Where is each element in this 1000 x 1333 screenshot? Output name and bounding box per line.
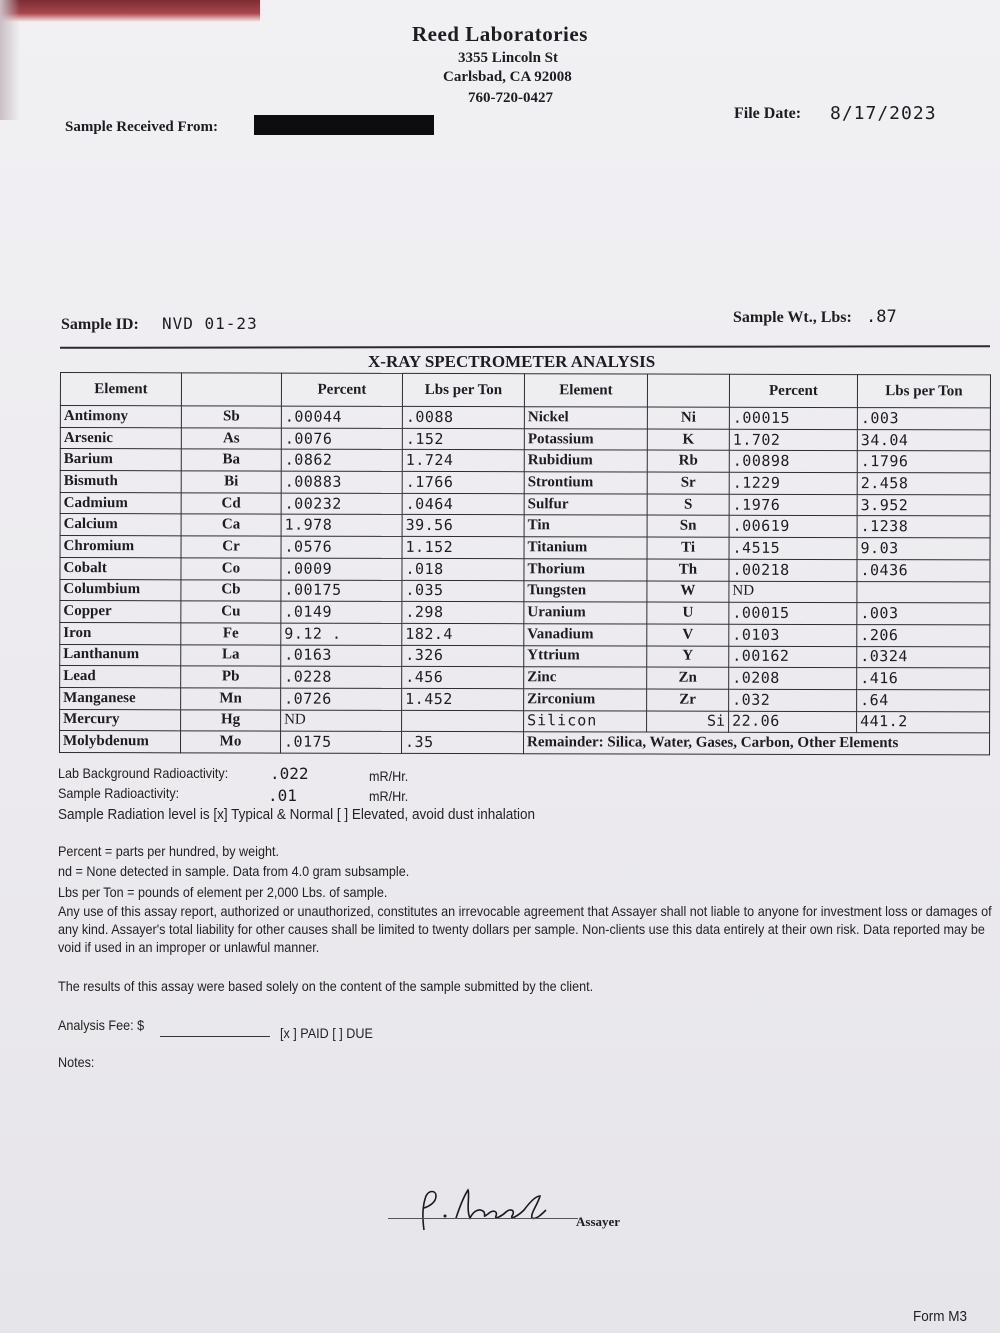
table-row — [60, 406, 990, 430]
percent-value: .00044 — [281, 406, 402, 428]
element-symbol: Hg — [181, 709, 281, 731]
percent-value: .0175 — [281, 731, 402, 753]
lbs-per-ton-value-right: .64 — [857, 690, 990, 712]
lbs-per-ton-value-right: .003 — [857, 408, 990, 430]
liability-disclaimer: Any use of this assay report, authorized or unauthorized, constitutes an irrevocable agreement that Assayer shall not liable to anyone for investment loss or damages of any kind. Assayer's total liability for other causes shall be limited to twenty dollars per sample. Non-clients use this data entirely at their own risk. Data reported may be void if used in an improper or unlawful manner. — [58, 903, 992, 955]
element-symbol: Ba — [181, 449, 281, 471]
percent-value-right: .00218 — [729, 559, 857, 581]
element-symbol: Co — [181, 558, 281, 580]
element-name: Lead — [60, 666, 181, 688]
table-row — [60, 557, 990, 581]
lbs-per-ton-definition: Lbs per Ton = pounds of element per 2,000 Lbs. of sample. — [58, 884, 388, 900]
element-name-right: Silicon — [524, 710, 647, 732]
table-header-row — [60, 373, 990, 408]
table-row — [60, 536, 990, 560]
element-symbol: Cr — [181, 536, 281, 558]
percent-value: .0726 — [281, 688, 402, 710]
sample-received-from-label: Sample Received From: — [65, 119, 219, 135]
element-name: Arsenic — [60, 427, 181, 449]
sample-id-label: Sample ID: — [61, 316, 139, 333]
page-edge-shadow-left — [0, 0, 20, 120]
element-symbol-right: Sn — [647, 515, 729, 537]
lbs-per-ton-value — [402, 710, 524, 732]
lbs-per-ton-value-right: .206 — [857, 624, 990, 646]
percent-value: .0228 — [281, 666, 402, 688]
percent-value: .00232 — [281, 493, 402, 515]
element-name: Cadmium — [60, 492, 181, 514]
element-name-right: Tungsten — [524, 580, 647, 602]
typical-label: Typical & Normal — [231, 806, 334, 823]
element-symbol: Sb — [181, 406, 281, 428]
element-name-right: Sulfur — [524, 493, 647, 515]
lbs-per-ton-value-right: .1238 — [857, 516, 990, 538]
background-radioactivity-unit: mR/Hr. — [369, 768, 409, 784]
lbs-per-ton-value: .152 — [402, 428, 524, 450]
element-name-right: Zirconium — [524, 689, 647, 711]
element-name-right: Tin — [524, 515, 647, 537]
header-element: Element — [60, 373, 181, 406]
element-symbol-right: Si — [647, 711, 729, 733]
header-symbol — [181, 373, 281, 406]
background-radioactivity-label: Lab Background Radioactivity: — [58, 765, 229, 781]
lbs-per-ton-value: 1.152 — [402, 537, 524, 559]
element-symbol: Ca — [181, 514, 281, 536]
percent-value: .0076 — [281, 428, 402, 450]
element-symbol: La — [181, 644, 281, 666]
element-symbol-right: Zr — [647, 689, 729, 711]
nd-definition: nd = None detected in sample. Data from 4.0 gram subsample. — [58, 863, 410, 879]
table-row — [60, 622, 990, 646]
sample-radioactivity-value: .01 — [268, 786, 297, 805]
percent-value: .0862 — [281, 449, 402, 471]
element-symbol-right: Y — [647, 646, 729, 668]
element-symbol-right: Zn — [647, 667, 729, 689]
lbs-per-ton-value: 182.4 — [402, 623, 524, 645]
element-name: Barium — [60, 449, 181, 471]
table-row — [60, 687, 990, 711]
element-symbol: Bi — [181, 471, 281, 493]
percent-value-right: .032 — [729, 689, 857, 711]
percent-value-right: .1976 — [729, 494, 857, 516]
element-name: Antimony — [60, 406, 181, 428]
results-statement: The results of this assay were based solely on the content of the sample submitted by the client. — [58, 978, 594, 994]
lbs-per-ton-value: .326 — [402, 645, 524, 667]
lbs-per-ton-value-right: 34.04 — [857, 429, 990, 451]
percent-value-right: .00162 — [729, 646, 857, 668]
percent-value-right: ND — [729, 581, 857, 603]
lbs-per-ton-value-right: .0324 — [857, 646, 990, 668]
lbs-per-ton-value: .456 — [402, 667, 524, 689]
lbs-per-ton-value-right: 2.458 — [857, 473, 990, 495]
header-lbs-per-ton: Lbs per Ton — [402, 373, 524, 406]
table-row — [60, 579, 990, 603]
lbs-per-ton-value-right — [857, 581, 990, 603]
redacted-client-name — [254, 115, 434, 135]
radiation-level-line — [58, 806, 588, 823]
lbs-per-ton-value: .1766 — [402, 471, 524, 493]
element-symbol: Mo — [181, 731, 281, 753]
element-symbol-right: K — [647, 429, 729, 451]
element-name-right: Nickel — [524, 407, 647, 429]
element-symbol: As — [181, 428, 281, 450]
lab-address-street: 3355 Lincoln St — [458, 50, 559, 66]
element-name: Manganese — [60, 687, 181, 709]
lbs-per-ton-value-right: .003 — [857, 603, 990, 625]
percent-value-right: .00619 — [729, 516, 857, 538]
element-name-right: Yttrium — [524, 645, 647, 667]
table-row — [60, 644, 990, 668]
sample-id-value: NVD 01-23 — [162, 314, 258, 333]
element-symbol-right: Ti — [647, 537, 729, 559]
lbs-per-ton-value-right: .1796 — [857, 451, 990, 473]
percent-value: .0163 — [281, 645, 402, 667]
element-name: Bismuth — [60, 471, 181, 493]
assayer-signature — [412, 1182, 582, 1234]
table-row — [60, 492, 990, 516]
lbs-per-ton-value: .0088 — [402, 406, 524, 428]
lbs-per-ton-value: .0464 — [402, 493, 524, 515]
table-row — [60, 601, 990, 625]
percent-value: 1.978 — [281, 515, 402, 537]
header-symbol-right — [647, 374, 729, 407]
percent-definition: Percent = parts per hundred, by weight. — [58, 843, 279, 859]
typical-checkbox: [x] — [213, 806, 228, 823]
table-row — [60, 514, 990, 538]
table-row — [60, 427, 990, 451]
lbs-per-ton-value: 1.724 — [402, 450, 524, 472]
payment-status: [x ] PAID [ ] DUE — [280, 1025, 373, 1041]
lbs-per-ton-value: .035 — [402, 580, 524, 602]
percent-value-right: .00015 — [729, 602, 857, 624]
lab-name: Reed Laboratories — [412, 22, 588, 46]
lbs-per-ton-value-right: .0436 — [857, 559, 990, 581]
analysis-fee-label: Analysis Fee: $ — [58, 1017, 145, 1033]
lbs-per-ton-value-right: .416 — [857, 668, 990, 690]
assayer-label: Assayer — [576, 1214, 621, 1229]
header-element-right: Element — [524, 374, 647, 407]
elevated-checkbox: [ ] — [336, 806, 349, 823]
element-symbol: Cu — [181, 601, 281, 623]
element-name: Calcium — [60, 514, 181, 536]
table-row — [60, 449, 990, 473]
form-id: Form M3 — [913, 1308, 967, 1325]
element-symbol-right: S — [647, 494, 729, 516]
percent-value-right: .0208 — [729, 668, 857, 690]
percent-value: .00175 — [281, 580, 402, 602]
table-title: X-RAY SPECTROMETER ANALYSIS — [368, 352, 656, 371]
percent-value: .0576 — [281, 536, 402, 558]
background-radioactivity-value: .022 — [270, 764, 309, 783]
table-row — [60, 471, 990, 495]
table-row — [60, 731, 990, 755]
elevated-label: Elevated, avoid dust inhalation — [351, 806, 536, 823]
table-row — [60, 709, 990, 733]
percent-value-right: .4515 — [729, 537, 857, 559]
percent-value-right: .0103 — [729, 624, 857, 646]
element-symbol-right: Sr — [647, 472, 729, 494]
lbs-per-ton-value: .35 — [402, 732, 524, 754]
element-name: Mercury — [60, 709, 181, 731]
sample-radioactivity-unit: mR/Hr. — [369, 788, 409, 804]
element-name-right: Strontium — [524, 472, 647, 494]
percent-value: ND — [281, 710, 402, 732]
element-symbol-right: W — [647, 581, 729, 603]
sample-weight-value: .87 — [866, 307, 897, 327]
table-body — [60, 406, 991, 755]
sample-weight-label: Sample Wt., Lbs: — [733, 309, 852, 326]
lbs-per-ton-value-right: 441.2 — [857, 711, 990, 733]
analysis-table — [59, 372, 991, 755]
element-name-right: Titanium — [524, 537, 647, 559]
element-symbol: Cd — [181, 493, 281, 515]
element-symbol-right: Th — [647, 559, 729, 581]
table-row — [60, 666, 990, 690]
element-name: Columbium — [60, 579, 181, 601]
element-name-right: Uranium — [524, 602, 647, 624]
radiation-level-prefix: Sample Radiation level is — [58, 806, 210, 823]
lbs-per-ton-value: 1.452 — [402, 688, 524, 710]
notes-label: Notes: — [58, 1054, 95, 1070]
header-divider — [60, 345, 990, 349]
remainder-note: Remainder: Silica, Water, Gases, Carbon, Other Elements — [524, 732, 990, 755]
element-name-right: Potassium — [524, 428, 647, 450]
element-name-right: Vanadium — [524, 624, 647, 646]
element-name: Molybdenum — [60, 731, 181, 753]
element-symbol: Cb — [181, 579, 281, 601]
percent-value: .0149 — [281, 601, 402, 623]
element-name-right: Zinc — [524, 667, 647, 689]
percent-value: .0009 — [281, 558, 402, 580]
element-name-right: Rubidium — [524, 450, 647, 472]
lab-address-city: Carlsbad, CA 92008 — [443, 69, 572, 85]
element-symbol-right: Ni — [647, 407, 729, 429]
percent-value-right: 1.702 — [729, 429, 857, 451]
analysis-fee-blank — [160, 1036, 270, 1037]
lbs-per-ton-value: .298 — [402, 602, 524, 624]
percent-value: 9.12 . — [281, 623, 402, 645]
lbs-per-ton-value: 39.56 — [402, 515, 524, 537]
element-name: Copper — [60, 601, 181, 623]
file-date-label: File Date: — [734, 105, 802, 122]
header-percent-right: Percent — [729, 374, 857, 407]
element-symbol-right: V — [647, 624, 729, 646]
sample-radioactivity-label: Sample Radioactivity: — [58, 785, 180, 801]
lbs-per-ton-value: .018 — [402, 558, 524, 580]
element-symbol-right: Rb — [647, 450, 729, 472]
element-symbol: Fe — [181, 623, 281, 645]
element-symbol: Pb — [181, 666, 281, 688]
element-symbol-right: U — [647, 602, 729, 624]
element-name: Chromium — [60, 536, 181, 558]
percent-value-right: .1229 — [729, 472, 857, 494]
header-lbs-per-ton-right: Lbs per Ton — [857, 375, 990, 408]
lbs-per-ton-value-right: 3.952 — [857, 494, 990, 516]
element-symbol: Mn — [181, 688, 281, 710]
percent-value-right: .00015 — [729, 407, 857, 429]
header-percent: Percent — [281, 373, 402, 406]
lab-phone: 760-720-0427 — [468, 90, 553, 106]
element-name: Lanthanum — [60, 644, 181, 666]
percent-value-right: .00898 — [729, 451, 857, 473]
element-name: Cobalt — [60, 557, 181, 579]
signature-line — [388, 1218, 578, 1219]
page-edge-shadow — [0, 0, 260, 22]
element-name: Iron — [60, 622, 181, 644]
lbs-per-ton-value-right: 9.03 — [857, 538, 990, 560]
element-name-right: Thorium — [524, 559, 647, 581]
percent-value-right: 22.06 — [729, 711, 857, 733]
file-date-value: 8/17/2023 — [830, 103, 937, 124]
percent-value: .00883 — [281, 471, 402, 493]
